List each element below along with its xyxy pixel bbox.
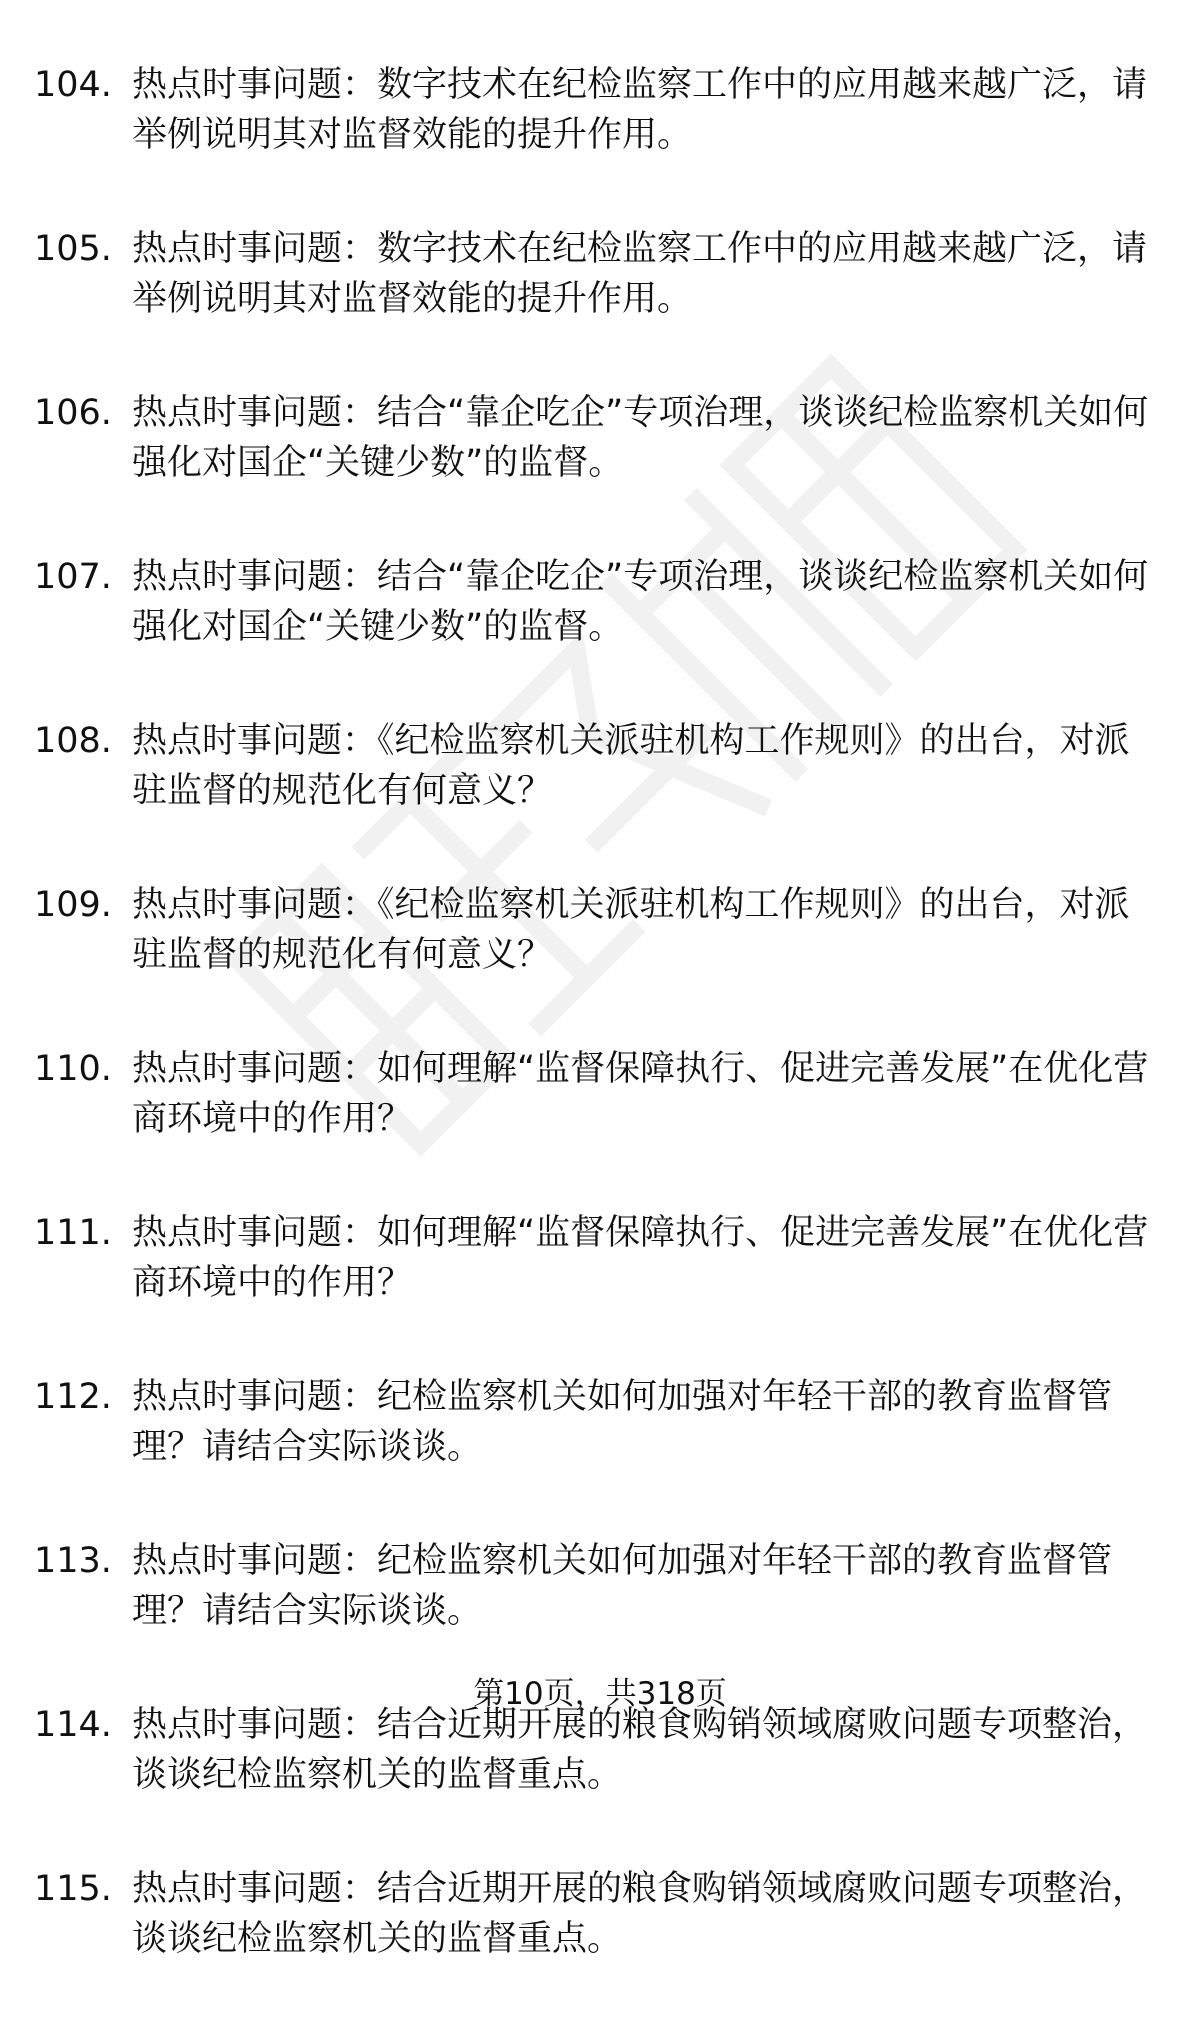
question-text: 热点时事问题：数字技术在纪检监察工作中的应用越来越广泛，请举例说明其对监督效能的提升作用。 xyxy=(132,229,1148,319)
question-item xyxy=(34,880,1164,980)
question-item xyxy=(34,224,1164,324)
question-number: 114. xyxy=(34,1705,112,1745)
question-item xyxy=(34,552,1164,652)
question-number: 110. xyxy=(34,1049,112,1089)
page-number-text: 第10页，共318页 xyxy=(473,1676,727,1712)
question-item xyxy=(34,388,1164,488)
question-text: 热点时事问题：结合近期开展的粮食购销领域腐败问题专项整治，谈谈纪检监察机关的监督重点。 xyxy=(132,1705,1148,1795)
question-item xyxy=(34,716,1164,816)
question-item xyxy=(34,1536,1164,1636)
question-item xyxy=(34,1864,1164,1964)
question-number: 115. xyxy=(34,1869,112,1909)
question-text: 热点时事问题：结合“靠企吃企”专项治理，谈谈纪检监察机关如何强化对国企“关键少数”的监督。 xyxy=(132,557,1149,647)
question-number: 106. xyxy=(34,393,112,433)
question-list xyxy=(34,60,1164,2028)
question-number: 112. xyxy=(34,1377,112,1417)
question-item xyxy=(34,1208,1164,1308)
question-item xyxy=(34,1044,1164,1144)
question-text: 热点时事问题：《纪检监察机关派驻机构工作规则》的出台，对派驻监督的规范化有何意义？ xyxy=(132,721,1130,811)
question-number: 104. xyxy=(34,65,112,105)
question-number: 108. xyxy=(34,721,112,761)
question-text: 热点时事问题：纪检监察机关如何加强对年轻干部的教育监督管理？请结合实际谈谈。 xyxy=(132,1541,1113,1631)
question-text: 热点时事问题：结合近期开展的粮食购销领域腐败问题专项整治，谈谈纪检监察机关的监督重点。 xyxy=(132,1869,1148,1959)
question-number: 105. xyxy=(34,229,112,269)
question-item xyxy=(34,1372,1164,1472)
question-item xyxy=(34,60,1164,160)
question-number: 109. xyxy=(34,885,112,925)
question-text: 热点时事问题：结合“靠企吃企”专项治理，谈谈纪检监察机关如何强化对国企“关键少数”的监督。 xyxy=(132,393,1149,483)
question-text: 热点时事问题：数字技术在纪检监察工作中的应用越来越广泛，请举例说明其对监督效能的提升作用。 xyxy=(132,65,1148,155)
question-number: 111. xyxy=(34,1213,112,1253)
question-text: 热点时事问题：如何理解“监督保障执行、促进完善发展”在优化营商环境中的作用？ xyxy=(132,1213,1149,1303)
question-number: 113. xyxy=(34,1541,112,1581)
question-text: 热点时事问题：《纪检监察机关派驻机构工作规则》的出台，对派驻监督的规范化有何意义？ xyxy=(132,885,1130,975)
page-footer xyxy=(0,1672,1200,1716)
question-text: 热点时事问题：纪检监察机关如何加强对年轻干部的教育监督管理？请结合实际谈谈。 xyxy=(132,1377,1113,1467)
question-number: 107. xyxy=(34,557,112,597)
question-text: 热点时事问题：如何理解“监督保障执行、促进完善发展”在优化营商环境中的作用？ xyxy=(132,1049,1149,1139)
